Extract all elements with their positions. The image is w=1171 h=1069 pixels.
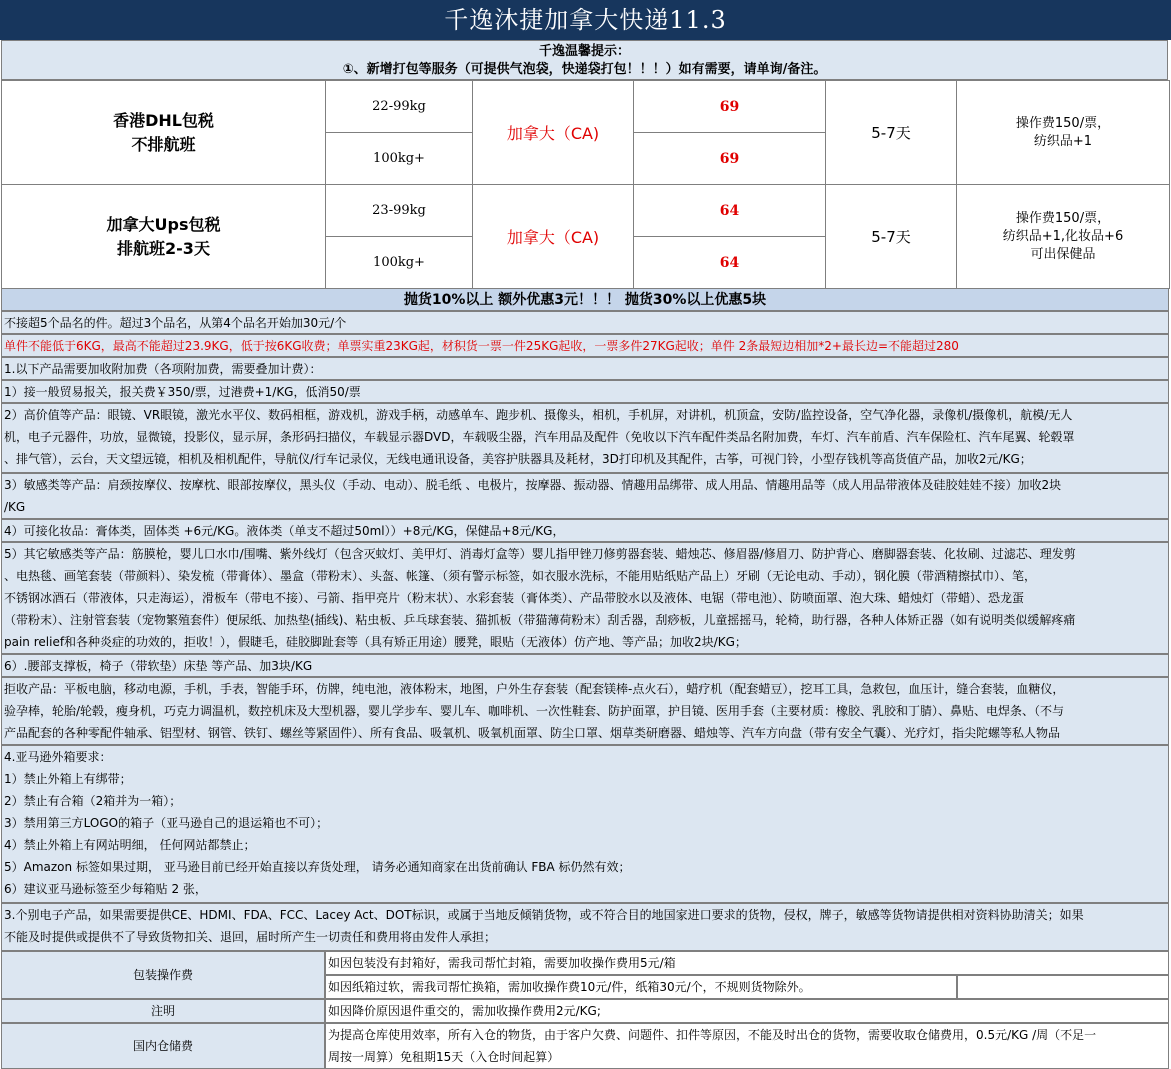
note-label: 注明: [1, 999, 325, 1023]
note-row: [1, 999, 1169, 1023]
price: 64: [634, 237, 826, 289]
packing-fee-text: 如因包装没有封箱好，需我司帮忙封箱，需要加收操作费用5元/箱: [325, 951, 1169, 975]
operation-fee: 操作费150/票， 纺织品+1: [957, 81, 1170, 185]
rule-line: 6）.腰部支撑板，椅子（带软垫）床垫 等产品、加3块/KG: [1, 654, 1169, 677]
weight-tier: 100kg+: [326, 237, 473, 289]
rule-line: 1.以下产品需要加收附加费（各项附加费，需要叠加计费）：: [1, 357, 1169, 380]
storage-fee-row: [1, 1023, 1169, 1069]
rule-line-warning: 单件不能低于6KG，最高不能超过23.9KG，低于按6KG收费；单票实重23KG起，材积货一票一件25KG起收，一票多件27KG起收；单件 2条最短边相加*2+最长边=不能超过280: [1, 334, 1169, 357]
tip-heading: 千逸温馨提示：: [538, 44, 630, 59]
tip-text: ①、新增打包等服务（可提供气泡袋，快递袋打包！！！）如有需要，请单询/备注。: [342, 62, 827, 77]
weight-tier: 23-99kg: [326, 185, 473, 237]
price: 69: [634, 133, 826, 185]
note-text: 如因降价原因退件重交的，需加收操作费用2元/KG;: [325, 999, 1169, 1023]
weight-tier: 22-99kg: [326, 81, 473, 133]
service-name: 加拿大Ups包税 排航班2-3天: [2, 185, 326, 289]
rule-line: 4）可接化妆品：膏体类，固体类 +6元/KG。液体类（单支不超过50ml））+8元/KG，保健品+8元/KG，: [1, 519, 1169, 542]
rule-line: 不接超5个品名的件。超过3个品名，从第4个品名开始加30元/个: [1, 311, 1169, 334]
operation-fee: 操作费150/票， 纺织品+1,化妆品+6 可出保健品: [957, 185, 1170, 289]
packing-fee-text: 如因纸箱过软，需我司帮忙换箱，需加收操作费10元/件，纸箱30元/个，不规则货物除外。: [325, 975, 957, 999]
rate-table: [1, 80, 1170, 289]
rule-block-rejected: 拒收产品：平板电脑，移动电源，手机，手表，智能手环，仿牌，纯电池，液体粉末，地图，户外生存套装（配套镁棒-点火石），蜡疗机（配套蜡豆），挖耳工具，急救包，血压计，缝合套装，血糖仪， 验孕棒，轮胎/轮毂，瘦身机，巧克力调温机，数控机床及大型机器，婴儿学步车、婴儿车、咖啡机、一次性鞋套、防护面罩，护目镜、医用手套（主要材质：橡胶、乳胶和丁腈）、鼻贴、电焊条、（不与 产品配套的各种零配件轴承、铝型材、钢管、铁钉、螺丝等紧固件）、所有食品、吸氧机、吸氧机面罩、防尘口罩、烟草类研磨器、蜡烛等、汽车方向盘（带有安全气囊）、光疗灯，指尖陀螺等私人物品: [1, 677, 1169, 745]
service-name: 香港DHL包税 不排航班: [2, 81, 326, 185]
rate-row: [2, 81, 1170, 133]
rule-block-sensitive: 3）敏感类等产品：肩颈按摩仪、按摩枕、眼部按摩仪，黑头仪（手动、电动）、脱毛纸 、电极片，按摩器、振动器、情趣用品绑带、成人用品、情趣用品等（成人用品带液体及硅胶娃娃不接）加收2块 /KG: [1, 473, 1169, 519]
transit-days: 5-7天: [826, 81, 957, 185]
empty-cell: [957, 975, 1169, 999]
packing-fee-row: [1, 951, 1169, 999]
destination: 加拿大（CA): [473, 185, 634, 289]
tip-banner: [1, 40, 1168, 80]
rule-line: 1）接一般贸易报关，报关费￥350/票，过港费+1/KG，低消50/票: [1, 380, 1169, 403]
price: 64: [634, 185, 826, 237]
rate-row: [2, 185, 1170, 237]
rule-block-electronics: 3.个别电子产品，如果需要提供CE、HDMI、FDA、FCC、Lacey Act、DOT标识，或属于当地反倾销货物，或不符合目的地国家进口要求的货物，侵权，牌子，敏感等货物请提供相对资料协助清关；如果 不能及时提供或提供不了导致货物扣关、退回，届时所产生一切责任和费用将由发件人承担；: [1, 903, 1169, 951]
promo-banner: 抛货10%以上 额外优惠3元！！！ 抛货30%以上优惠5块: [1, 288, 1169, 311]
packing-fee-label: 包装操作费: [1, 951, 325, 999]
rule-block-high-value: 2）高价值等产品：眼镜、VR眼镜，激光水平仪、数码相框，游戏机，游戏手柄，动感单车、跑步机、摄像头，相机，手机屏，对讲机，机顶盒，安防/监控设备，空气净化器，录像机/摄像机，航模/无人 机，电子元器件，功放，显微镜，投影仪，显示屏，条形码扫描仪，车载显示器DVD，车载吸尘器，汽车用品及配件（免收以下汽车配件类品名附加费，车灯、汽车前盾、汽车保险杠、汽车尾翼、轮毂罩 、排气管），云台，天文望远镜，相机及相机配件，导航仪/行车记录仪，无线电通讯设备，美容护肤器具及耗材，3D打印机及其配件，古筝，可视门铃，小型存钱机等高货值产品，加收2元/KG；: [1, 403, 1169, 473]
destination: 加拿大（CA): [473, 81, 634, 185]
weight-tier: 100kg+: [326, 133, 473, 185]
rule-block-amazon: 4.亚马逊外箱要求： 1）禁止外箱上有绑带； 2）禁止有合箱（2箱并为一箱）； 3）禁用第三方LOGO的箱子（亚马逊自己的退运箱也不可）； 4）禁止外箱上有网站明细， 任何网站都禁止； 5）Amazon 标签如果过期， 亚马逊目前已经开始直接以弃货处理， 请务必通知商家在出货前确认 FBA 标仍然有效； 6）建议亚马逊标签至少每箱贴 2 张，: [1, 745, 1169, 903]
storage-fee-label: 国内仓储费: [1, 1023, 325, 1069]
storage-fee-text: 为提高仓库使用效率，所有入仓的物货，由于客户欠费、问题件、扣件等原因，不能及时出仓的货物，需要收取仓储费用，0.5元/KG /周（不足一 周按一周算）免租期15天（入仓时间起算）: [325, 1023, 1169, 1069]
transit-days: 5-7天: [826, 185, 957, 289]
price: 69: [634, 81, 826, 133]
rule-block-other-sensitive: 5）其它敏感类等产品：筋膜枪，婴儿口水巾/围嘴、紫外线灯（包含灭蚊灯、美甲灯、消毒灯盒等）婴儿指甲锉刀修剪器套装、蜡烛芯、修眉器/修眉刀、防护背心、磨脚器套装、化妆刷、过滤芯、理发剪 、电热毯、画笔套装（带颜料）、染发梳（带膏体）、墨盒（带粉末）、头盔、帐篷、（须有警示标签，如衣服水洗标，不能用贴纸贴产品上）牙刷（无论电动、手动），钢化膜（带酒精擦拭巾）、笔， 不锈钢冰酒石（带液体，只走海运），滑板车（带电不接）、弓箭、指甲亮片（粉末状）、水彩套装（膏体类）、产品带胶水以及液体、电锯（带电池）、防喷面罩、泡大珠、蜡烛灯（带蜡）、恐龙蛋 （带粉末）、注射管套装（宠物繁殖套件）便尿纸、加热垫(插线)、粘虫板、乒乓球套装、猫抓板（带猫薄荷粉末）刮舌器，刮痧板，儿童摇摇马，轮椅，助行器，各种人体矫正器（如有说明类似缓解疼痛 pain relief和各种炎症的功效的，拒收！），假睫毛，硅胶脚趾套等（具有矫正用途）腰凳，眼贴（无液体）仿产地、等产品；加收2块/KG；: [1, 542, 1169, 654]
page-title: 千逸沐捷加拿大快递11.3: [0, 0, 1171, 40]
